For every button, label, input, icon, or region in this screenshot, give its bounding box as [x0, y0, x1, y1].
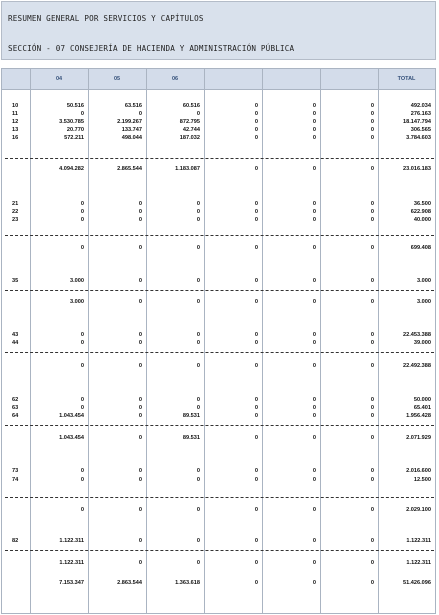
amount-cell: 0: [80, 111, 84, 117]
amount-cell: 2.029.100: [406, 507, 431, 513]
table-row: [2, 475, 435, 485]
amount-cell: 0: [80, 397, 84, 403]
amount-cell: 0: [254, 560, 258, 566]
subtotal-separator: [5, 158, 434, 159]
amount-cell: 0: [254, 405, 258, 411]
amount-cell: 0: [254, 278, 258, 284]
amount-cell: 0: [196, 405, 200, 411]
amount-cell: 0: [254, 209, 258, 215]
amount-cell: 0: [196, 217, 200, 223]
amount-cell: 50.000: [413, 397, 431, 403]
amount-cell: 0: [196, 397, 200, 403]
row-code: 10: [12, 103, 19, 109]
amount-cell: 0: [80, 477, 84, 483]
amount-cell: 0: [254, 127, 258, 133]
amount-cell: 0: [254, 103, 258, 109]
amount-cell: 0: [196, 278, 200, 284]
amount-cell: 0: [370, 507, 374, 513]
amount-cell: 0: [80, 332, 84, 338]
report-header: [1, 1, 436, 60]
amount-cell: 133.747: [121, 127, 142, 133]
amount-cell: 0: [80, 209, 84, 215]
amount-cell: 18.147.794: [403, 119, 431, 125]
subtotal-row: [2, 297, 435, 307]
amount-cell: 2.199.267: [117, 119, 142, 125]
amount-cell: 0: [370, 166, 374, 172]
amount-cell: 1.122.311: [59, 560, 84, 566]
amount-cell: 0: [370, 580, 374, 586]
amount-cell: 0: [138, 363, 142, 369]
amount-cell: 0: [312, 413, 316, 419]
amount-cell: 3.000: [70, 299, 84, 305]
amount-cell: 0: [312, 245, 316, 251]
amount-cell: 3.000: [417, 278, 431, 284]
amount-cell: 0: [254, 217, 258, 223]
amount-cell: 0: [254, 580, 258, 586]
amount-cell: 0: [138, 111, 142, 117]
amount-cell: 23.016.183: [403, 166, 431, 172]
subtotal-row: [2, 361, 435, 371]
amount-cell: 0: [254, 363, 258, 369]
amount-cell: 0: [254, 507, 258, 513]
amount-cell: 0: [312, 111, 316, 117]
amount-cell: 0: [196, 332, 200, 338]
amount-cell: 89.531: [182, 435, 200, 441]
amount-cell: 492.034: [410, 103, 431, 109]
amount-cell: 0: [80, 340, 84, 346]
amount-cell: 0: [80, 468, 84, 474]
amount-cell: 0: [312, 127, 316, 133]
amount-cell: 0: [370, 413, 374, 419]
amount-cell: 0: [254, 245, 258, 251]
column-header: 04: [55, 76, 63, 82]
amount-cell: 3.000: [417, 299, 431, 305]
amount-cell: 0: [370, 397, 374, 403]
amount-cell: 0: [196, 538, 200, 544]
amount-cell: 0: [370, 119, 374, 125]
amount-cell: 0: [196, 299, 200, 305]
row-code: 12: [12, 119, 19, 125]
amount-cell: 0: [312, 119, 316, 125]
amount-cell: 0: [370, 538, 374, 544]
column-header: 05: [113, 76, 121, 82]
subtotal-separator: [5, 352, 434, 353]
amount-cell: 306.565: [410, 127, 431, 133]
subtotal-row: [2, 505, 435, 515]
row-code: 62: [12, 397, 19, 403]
row-code: 13: [12, 127, 19, 133]
amount-cell: 0: [312, 135, 316, 141]
amount-cell: 0: [312, 332, 316, 338]
amount-cell: 0: [370, 405, 374, 411]
amount-cell: 63.516: [124, 103, 142, 109]
amount-cell: 60.516: [182, 103, 200, 109]
amount-cell: 0: [370, 299, 374, 305]
amount-cell: 0: [254, 477, 258, 483]
amount-cell: 0: [312, 405, 316, 411]
amount-cell: 0: [254, 397, 258, 403]
amount-cell: 0: [196, 560, 200, 566]
amount-cell: 1.122.311: [406, 538, 431, 544]
amount-cell: 0: [254, 435, 258, 441]
column-header: 06: [171, 76, 179, 82]
row-code: 43: [12, 332, 19, 338]
subtotal-separator: [5, 425, 434, 426]
amount-cell: 0: [196, 340, 200, 346]
amount-cell: 65.401: [413, 405, 431, 411]
amount-cell: 0: [138, 538, 142, 544]
amount-cell: 187.032: [179, 135, 200, 141]
subtotal-separator: [5, 235, 434, 236]
amount-cell: 0: [80, 363, 84, 369]
amount-cell: 0: [138, 477, 142, 483]
amount-cell: 0: [312, 209, 316, 215]
row-code: 16: [12, 135, 19, 141]
amount-cell: 0: [80, 201, 84, 207]
amount-cell: 0: [196, 201, 200, 207]
amount-cell: 0: [138, 413, 142, 419]
amount-cell: 0: [370, 135, 374, 141]
amount-cell: 0: [312, 580, 316, 586]
amount-cell: 12.500: [413, 477, 431, 483]
amount-cell: 0: [312, 217, 316, 223]
amount-cell: 0: [254, 468, 258, 474]
amount-cell: 0: [196, 507, 200, 513]
amount-cell: 0: [196, 468, 200, 474]
amount-cell: 0: [138, 560, 142, 566]
amount-cell: 699.408: [410, 245, 431, 251]
amount-cell: 50.516: [66, 103, 84, 109]
amount-cell: 0: [196, 245, 200, 251]
amount-cell: 872.795: [179, 119, 200, 125]
subtotal-row: [2, 433, 435, 443]
amount-cell: 572.211: [64, 135, 84, 141]
amount-cell: 0: [312, 397, 316, 403]
table-row: [2, 338, 435, 348]
row-code: 63: [12, 405, 19, 411]
amount-cell: 2.071.929: [406, 435, 431, 441]
amount-cell: 20.770: [66, 127, 84, 133]
row-code: 64: [12, 413, 19, 419]
amount-cell: 39.000: [413, 340, 431, 346]
table-row: [2, 536, 435, 546]
amount-cell: 1.043.454: [59, 413, 84, 419]
amount-cell: 0: [370, 468, 374, 474]
amount-cell: 0: [312, 201, 316, 207]
amount-cell: 0: [138, 468, 142, 474]
amount-cell: 0: [312, 468, 316, 474]
amount-cell: 0: [312, 278, 316, 284]
amount-cell: 0: [138, 507, 142, 513]
amount-cell: 498.044: [121, 135, 142, 141]
amount-cell: 0: [138, 340, 142, 346]
amount-cell: 0: [370, 560, 374, 566]
subtotal-separator: [5, 290, 434, 291]
amount-cell: 0: [370, 201, 374, 207]
amount-cell: 0: [370, 127, 374, 133]
amount-cell: 0: [312, 538, 316, 544]
amount-cell: 40.000: [413, 217, 431, 223]
amount-cell: 7.153.347: [59, 580, 84, 586]
amount-cell: 0: [138, 332, 142, 338]
table-row: [2, 411, 435, 421]
amount-cell: 2.016.600: [406, 468, 431, 474]
amount-cell: 3.000: [70, 278, 84, 284]
amount-cell: 0: [370, 217, 374, 223]
row-code: 44: [12, 340, 19, 346]
table-row: [2, 215, 435, 225]
amount-cell: 0: [312, 435, 316, 441]
amount-cell: 3.784.603: [406, 135, 431, 141]
subtotal-separator: [5, 550, 434, 551]
amount-cell: 89.531: [182, 413, 200, 419]
amount-cell: 42.744: [182, 127, 200, 133]
amount-cell: 0: [138, 278, 142, 284]
amount-cell: 0: [138, 405, 142, 411]
amount-cell: 0: [80, 405, 84, 411]
amount-cell: 0: [312, 103, 316, 109]
amount-cell: 0: [370, 363, 374, 369]
amount-cell: 0: [138, 397, 142, 403]
amount-cell: 0: [370, 209, 374, 215]
amount-cell: 0: [254, 413, 258, 419]
amount-cell: 2.865.544: [117, 166, 142, 172]
row-code: 21: [12, 201, 19, 207]
subtotal-row: [2, 558, 435, 568]
amount-cell: 0: [254, 299, 258, 305]
amount-cell: 0: [196, 477, 200, 483]
report-title: RESUMEN GENERAL POR SERVICIOS Y CAPÍTULOS: [8, 14, 204, 23]
amount-cell: 0: [138, 209, 142, 215]
amount-cell: 0: [196, 111, 200, 117]
amount-cell: 36.500: [413, 201, 431, 207]
amount-cell: 0: [254, 332, 258, 338]
section-title: SECCIÓN - 07 CONSEJERÍA DE HACIENDA Y ADMINISTRACIÓN PÚBLICA: [8, 44, 295, 53]
amount-cell: 1.122.311: [59, 538, 84, 544]
amount-cell: 0: [370, 245, 374, 251]
amount-cell: 0: [370, 111, 374, 117]
amount-cell: 4.094.282: [59, 166, 84, 172]
amount-cell: 22.492.388: [403, 363, 431, 369]
amount-cell: 0: [138, 217, 142, 223]
amount-cell: 276.163: [410, 111, 431, 117]
row-code: 23: [12, 217, 19, 223]
column-header: TOTAL: [397, 76, 416, 82]
amount-cell: 0: [370, 435, 374, 441]
amount-cell: 51.426.096: [403, 580, 431, 586]
subtotal-row: [2, 164, 435, 174]
table-header-row: [2, 69, 435, 90]
amount-cell: 0: [254, 201, 258, 207]
amount-cell: 0: [80, 507, 84, 513]
amount-cell: 0: [312, 363, 316, 369]
amount-cell: 0: [254, 340, 258, 346]
row-code: 74: [12, 477, 19, 483]
subtotal-row: [2, 243, 435, 253]
amount-cell: 0: [254, 119, 258, 125]
amount-cell: 1.043.454: [59, 435, 84, 441]
amount-cell: 0: [138, 245, 142, 251]
amount-cell: 0: [312, 477, 316, 483]
amount-cell: 22.453.388: [403, 332, 431, 338]
amount-cell: 0: [312, 507, 316, 513]
row-code: 73: [12, 468, 19, 474]
row-code: 11: [12, 111, 18, 117]
amount-cell: 0: [312, 560, 316, 566]
amount-cell: 0: [138, 299, 142, 305]
amount-cell: 0: [312, 299, 316, 305]
amount-cell: 0: [370, 278, 374, 284]
amount-cell: 0: [312, 340, 316, 346]
amount-cell: 3.530.785: [59, 119, 84, 125]
table-row: [2, 133, 435, 143]
amount-cell: 0: [370, 103, 374, 109]
amount-cell: 1.956.428: [406, 413, 431, 419]
amount-cell: 0: [254, 166, 258, 172]
amount-cell: 622.908: [410, 209, 431, 215]
amount-cell: 2.863.544: [117, 580, 142, 586]
amount-cell: 1.122.311: [406, 560, 431, 566]
amount-cell: 0: [370, 340, 374, 346]
amount-cell: 0: [80, 245, 84, 251]
amount-cell: 0: [370, 477, 374, 483]
amount-cell: 0: [196, 209, 200, 215]
amount-cell: 0: [138, 435, 142, 441]
grand-total-row: [2, 578, 435, 588]
subtotal-separator: [5, 497, 434, 498]
table-row: [2, 276, 435, 286]
amount-cell: 0: [196, 363, 200, 369]
amount-cell: 0: [312, 166, 316, 172]
budget-table: [1, 68, 436, 614]
amount-cell: 1.363.618: [175, 580, 200, 586]
amount-cell: 0: [254, 135, 258, 141]
row-code: 35: [12, 278, 19, 284]
amount-cell: 0: [254, 111, 258, 117]
amount-cell: 0: [254, 538, 258, 544]
row-code: 22: [12, 209, 19, 215]
amount-cell: 0: [370, 332, 374, 338]
amount-cell: 0: [138, 201, 142, 207]
row-code: 82: [12, 538, 19, 544]
amount-cell: 1.183.087: [175, 166, 200, 172]
amount-cell: 0: [80, 217, 84, 223]
